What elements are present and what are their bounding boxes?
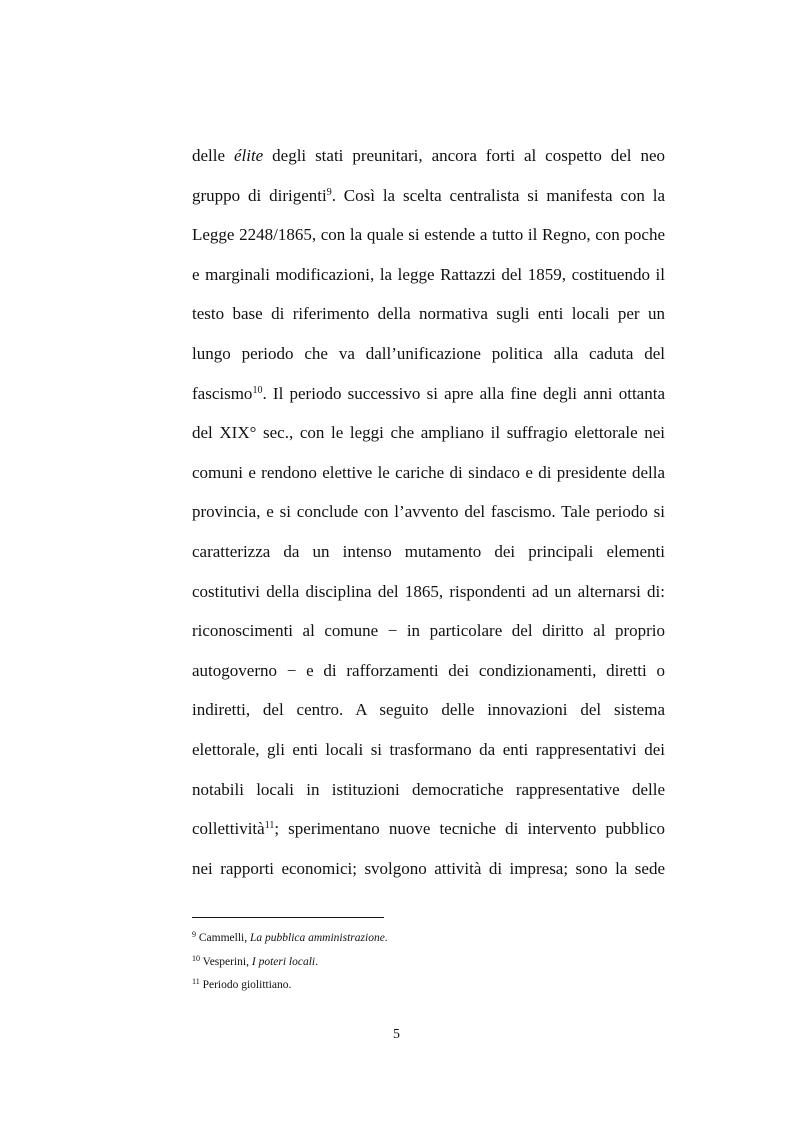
- body-line: nei rapporti economici; svolgono attività di impresa; sono la sede: [192, 858, 665, 878]
- body-line: delle élite degli stati preunitari, ancora forti al cospetto del neo: [192, 146, 665, 165]
- body-paragraph: [192, 136, 665, 888]
- footnote-11: $^{11}$ Periodo giolittiano.: [192, 977, 292, 991]
- body-line: lungo periodo che va dall’unificazione politica alla caduta del: [192, 343, 665, 363]
- footnote-9: $^9$ Cammelli, La pubblica amministrazione.: [192, 930, 388, 944]
- body-line: comuni e rendono elettive le cariche di sindaco e di presidente della: [192, 462, 665, 482]
- footnote-number: 11: [192, 977, 200, 986]
- footnotes: [192, 927, 665, 998]
- emphasis-text: élite: [233, 146, 264, 165]
- body-line: riconoscimenti al comune − in particolare del diritto al proprio: [192, 621, 665, 641]
- body-line: provincia, e si conclude con l’avvento del fascismo. Tale periodo si: [192, 502, 665, 522]
- body-line: indiretti, del centro. A seguito delle innovazioni del sistema: [192, 700, 665, 720]
- body-line: testo base di riferimento della normativa sugli enti locali per un: [192, 304, 665, 324]
- body-line: gruppo di dirigenti$^9$. Così la scelta centralista si manifesta con la: [192, 185, 666, 205]
- footnote-ref-10[interactable]: 10: [252, 384, 263, 396]
- body-line: e marginali modificazioni, la legge Rattazzi del 1859, costituendo il: [192, 264, 665, 284]
- footnote-ref-11[interactable]: 11: [264, 820, 275, 832]
- body-line: notabili locali in istituzioni democratiche rappresentative delle: [192, 779, 665, 799]
- body-line: autogoverno − e di rafforzamenti dei condizionamenti, diretti o: [192, 660, 665, 680]
- page-number: 5: [393, 1027, 400, 1042]
- footnote-number: 9: [192, 930, 196, 939]
- body-line: del XIX° sec., con le leggi che ampliano il suffragio elettorale nei: [192, 423, 665, 443]
- footnote-ref-9[interactable]: 9: [326, 186, 332, 198]
- body-line: fascismo$^{10}$. Il periodo successivo si apre alla fine degli anni ottanta: [192, 383, 665, 403]
- body-line: costitutivi della disciplina del 1865, rispondenti ad un alternarsi di:: [192, 581, 665, 601]
- footnote-10: $^{10}$ Vesperini, I poteri locali.: [192, 953, 318, 968]
- footnote-number: 10: [192, 953, 200, 963]
- footnote-separator: [192, 917, 384, 918]
- body-line: caratterizza da un intenso mutamento dei principali elementi: [192, 541, 665, 561]
- body-line: Legge 2248/1865, con la quale si estende a tutto il Regno, con poche: [192, 225, 665, 245]
- body-line: elettorale, gli enti locali si trasformano da enti rappresentativi dei: [192, 739, 665, 759]
- body-line: collettività$^{11}$; sperimentano nuove tecniche di intervento pubblico: [192, 819, 665, 839]
